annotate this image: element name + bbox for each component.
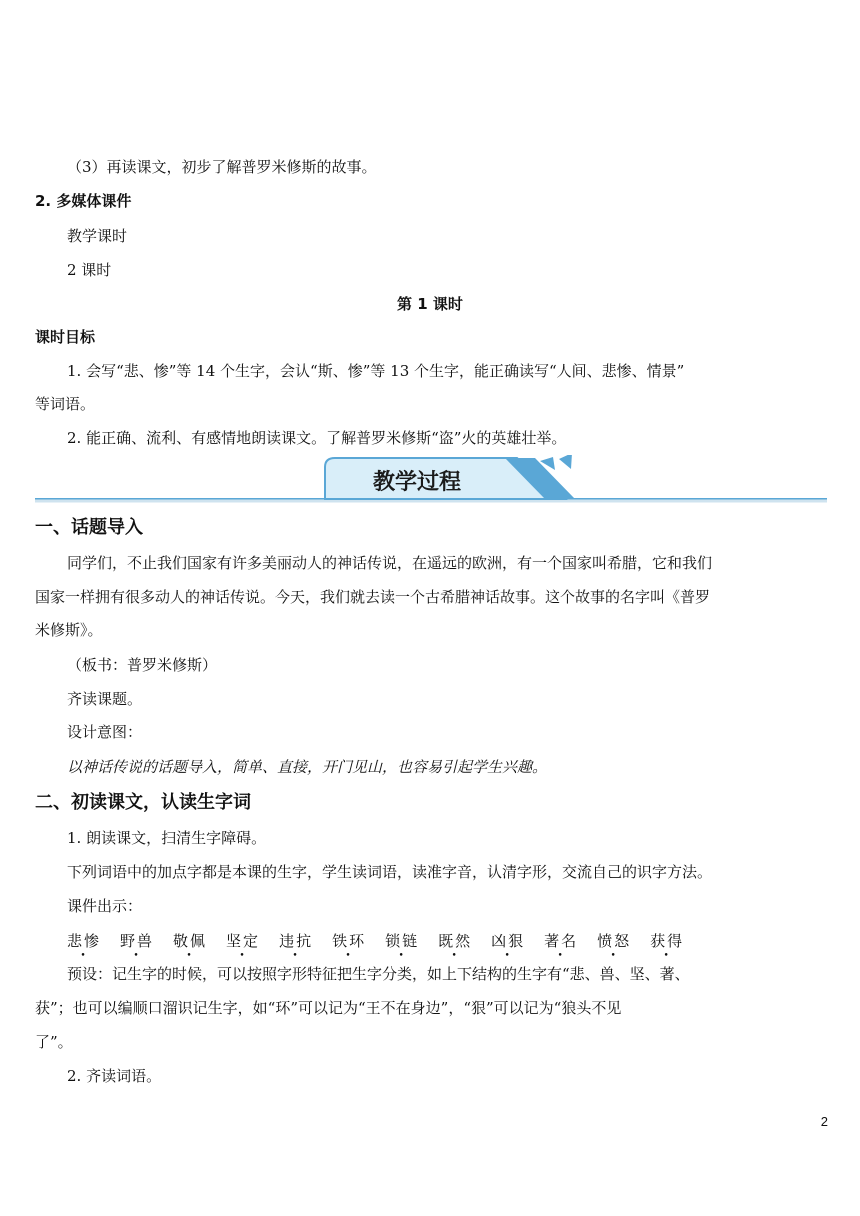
- vocab-word: 铁环 •: [332, 930, 366, 951]
- text-line: （3）再读课文，初步了解普罗米修斯的故事。: [67, 158, 377, 176]
- vocab-word: 敬佩 •: [173, 930, 207, 951]
- section-banner: [35, 455, 827, 503]
- paragraph-line: 齐读课题。: [67, 690, 143, 708]
- paragraph-line: 获”；也可以编顺口溜识记生字，如“环”可以记为“王不在身边”，“狠”可以记为“狼头不见: [35, 999, 622, 1017]
- lesson-title: 第 1 课时: [397, 295, 463, 313]
- paragraph-line: （板书：普罗米修斯）: [67, 656, 218, 674]
- paragraph-line: 下列词语中的加点字都是本课的生字，学生读词语，读准字音，认清字形，交流自己的识字方法。: [67, 863, 713, 881]
- text-line: 1. 会写“悲、惨”等 14 个生字，会认“斯、惨”等 13 个生字，能正确读写“人间、悲惨、情景”: [67, 362, 685, 380]
- page-number: 2: [820, 1114, 828, 1129]
- paragraph-line: 设计意图：: [67, 723, 143, 741]
- paragraph-line: 米修斯》。: [35, 621, 103, 639]
- vocab-word: 坚定 •: [226, 930, 260, 951]
- paragraph-line: 国家一样拥有很多动人的神话传说。今天，我们就去读一个古希腊神话故事。这个故事的名字叫《普罗: [35, 588, 711, 606]
- paragraph-line: 了”。: [35, 1033, 73, 1051]
- section-heading: 二、初读课文，认读生字词: [35, 792, 251, 813]
- section-heading: 一、话题导入: [35, 517, 143, 538]
- vocab-word: 著名 •: [544, 930, 578, 951]
- vocab-word: 凶狠 •: [491, 930, 525, 951]
- vocab-word: 违抗 •: [279, 930, 313, 951]
- paragraph-line: 同学们，不止我们国家有许多美丽动人的神话传说，在遥远的欧洲，有一个国家叫希腊，它和我们: [67, 554, 713, 572]
- vocab-word: 愤怒 •: [597, 930, 631, 951]
- subheading: 2. 多媒体课件: [35, 192, 132, 210]
- paragraph-line: 1. 朗读课文，扫清生字障碍。: [67, 829, 267, 847]
- vocab-word: 悲惨 •: [67, 930, 101, 951]
- vocab-word: 锁链 •: [385, 930, 419, 951]
- text-line: 2 课时: [67, 261, 112, 279]
- banner-title: 教学过程: [372, 470, 462, 495]
- paragraph-line: 预设：记生字的时候，可以按照字形特征把生字分类，如上下结构的生字有“悲、兽、坚、著、: [67, 965, 690, 983]
- vocab-word: 野兽 •: [120, 930, 154, 951]
- text-line: 教学课时: [67, 227, 128, 245]
- text-line: 2. 能正确、流利、有感情地朗读课文。了解普罗米修斯“盗”火的英雄壮举。: [67, 429, 567, 447]
- vocabulary-list: [67, 930, 703, 951]
- design-intent: 以神话传说的话题导入，简单、直接，开门见山，也容易引起学生兴趣。: [67, 758, 548, 776]
- vocab-word: 既然 •: [438, 930, 472, 951]
- subheading: 课时目标: [35, 328, 96, 346]
- vocab-word: 获得 •: [650, 930, 684, 951]
- paragraph-line: 2. 齐读词语。: [67, 1067, 162, 1085]
- text-line: 等词语。: [35, 395, 96, 413]
- paragraph-line: 课件出示：: [67, 897, 143, 915]
